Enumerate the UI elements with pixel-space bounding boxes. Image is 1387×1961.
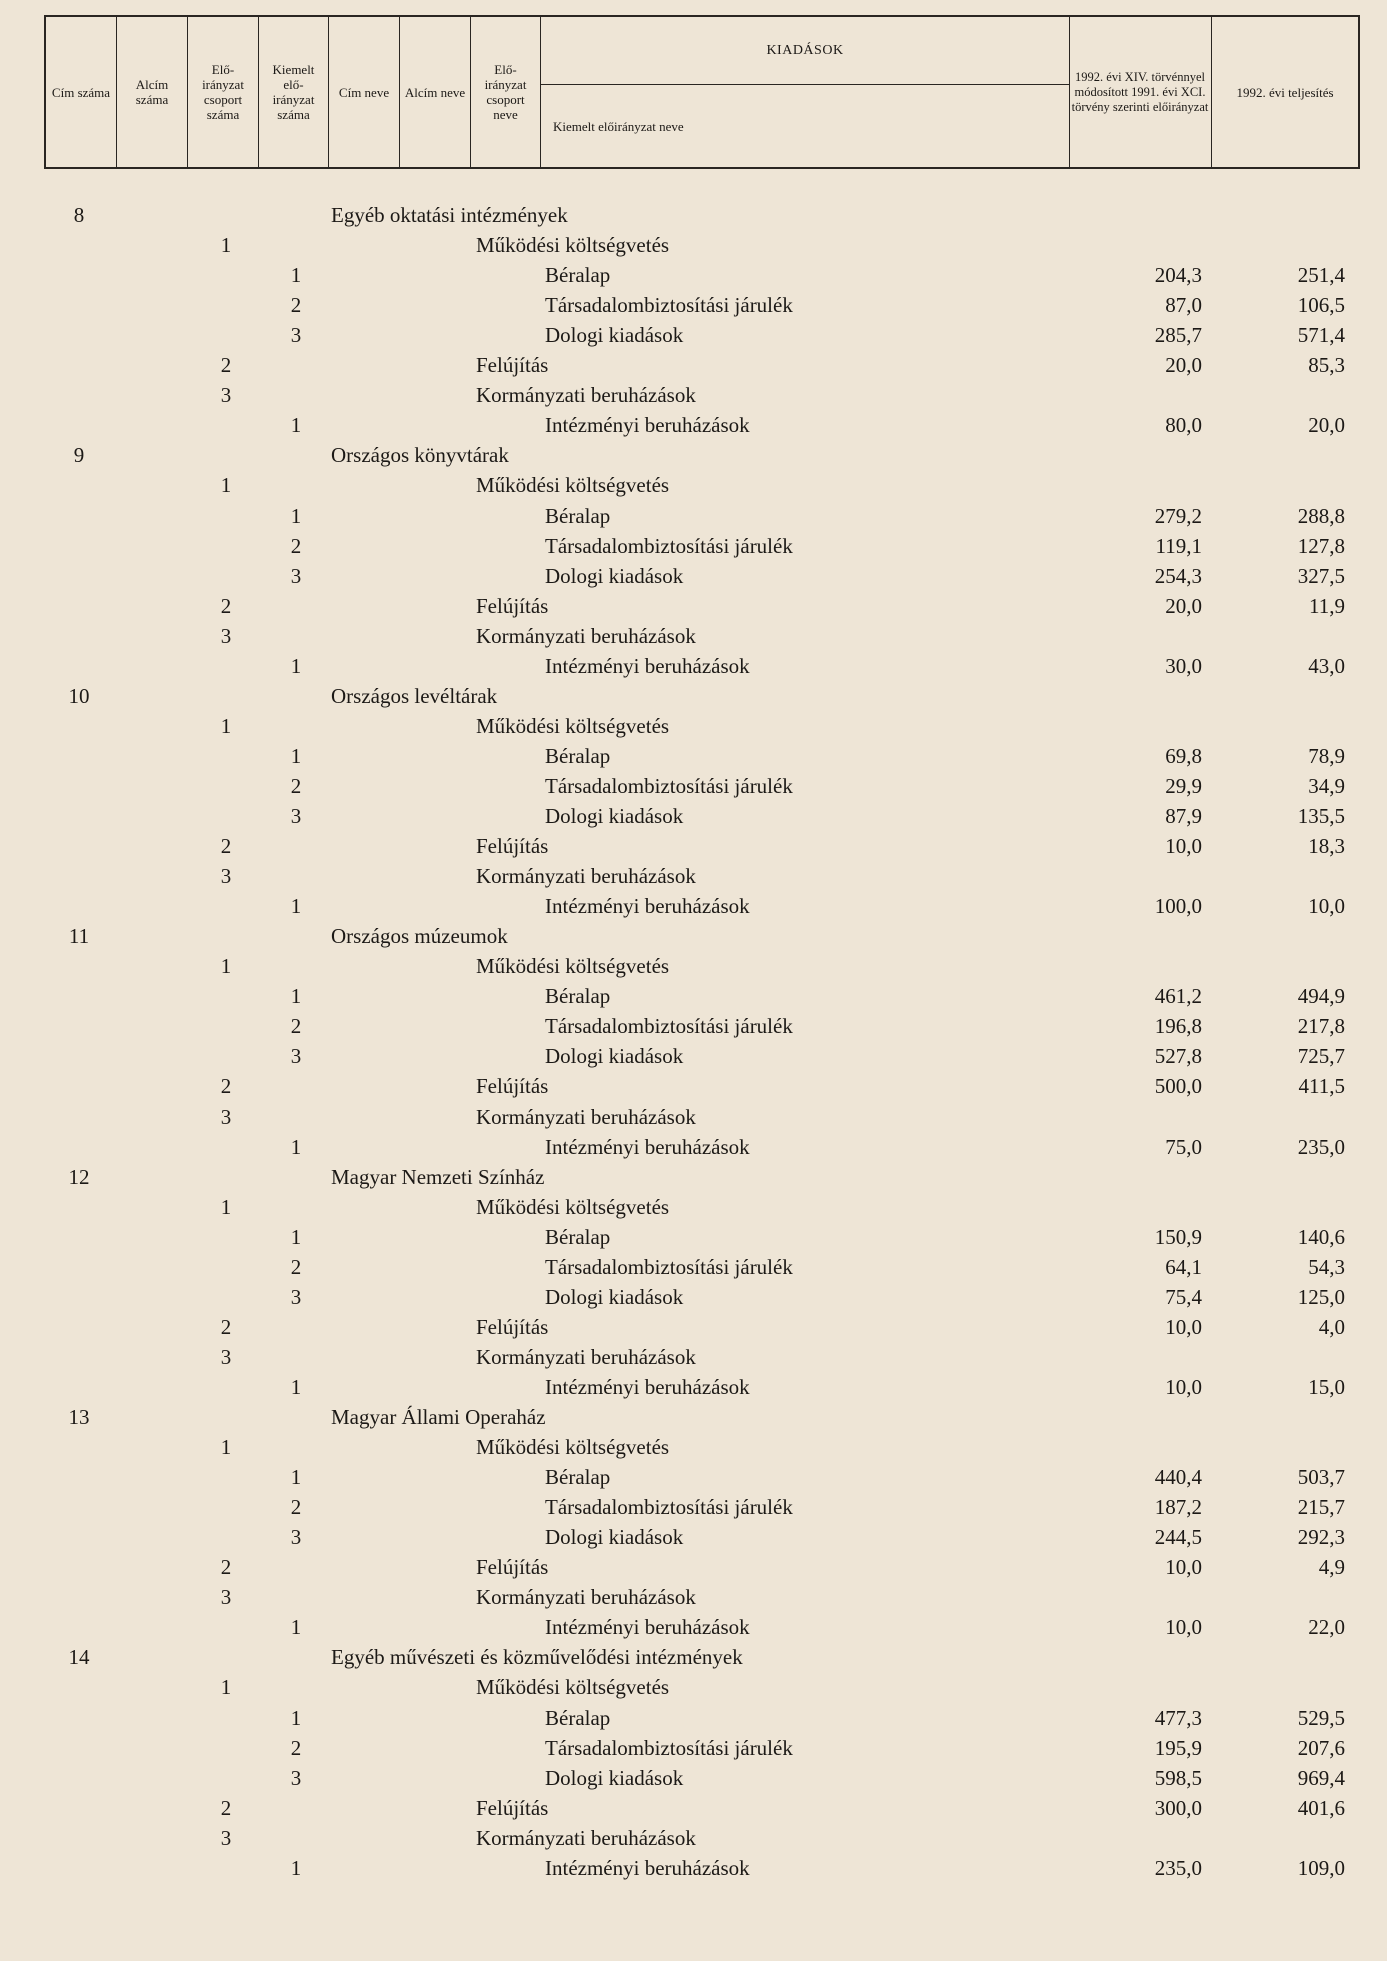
row-label: Felújítás: [476, 1074, 549, 1099]
row-label: Működési költségvetés: [476, 1194, 670, 1219]
row-teljesites-value: 503,7: [1297, 1465, 1345, 1490]
table-row: [0, 1642, 1387, 1672]
row-number: 1: [220, 713, 232, 738]
row-teljesites-value: 725,7: [1297, 1044, 1345, 1069]
row-teljesites-value: 207,6: [1297, 1735, 1345, 1760]
row-teljesites-value: 4,9: [1318, 1555, 1345, 1580]
row-label: Felújítás: [476, 353, 549, 378]
row-eloiranyzat-value: 64,1: [1165, 1254, 1202, 1279]
table-row: [0, 621, 1387, 651]
row-label: Béralap: [545, 503, 611, 528]
row-eloiranyzat-value: 80,0: [1165, 413, 1202, 438]
row-teljesites-value: 494,9: [1297, 984, 1345, 1009]
table-row: [0, 1342, 1387, 1372]
row-teljesites-value: 135,5: [1297, 804, 1345, 828]
table-row: [0, 1192, 1387, 1222]
table-row: [0, 801, 1387, 831]
row-label: Intézményi beruházások: [545, 1615, 750, 1640]
row-number: 1: [220, 954, 232, 979]
row-eloiranyzat-value: 279,2: [1154, 503, 1202, 528]
row-teljesites-value: 78,9: [1308, 743, 1345, 768]
table-row: [0, 771, 1387, 801]
table-row: [0, 1552, 1387, 1582]
row-label: Magyar Nemzeti Színház: [331, 1164, 545, 1189]
row-eloiranyzat-value: 20,0: [1165, 593, 1202, 618]
row-number: 3: [290, 563, 302, 588]
header-kiemelt-eloiranyzat-neve: Kiemelt előirányzat neve: [553, 119, 684, 134]
table-row: [0, 1492, 1387, 1522]
table-row: [0, 1582, 1387, 1612]
row-number: 1: [220, 473, 232, 498]
row-label: Felújítás: [476, 834, 549, 859]
table-row: [0, 1222, 1387, 1252]
table-row: [0, 200, 1387, 230]
row-number: 3: [290, 1284, 302, 1309]
row-teljesites-value: 4,0: [1318, 1314, 1345, 1339]
table-row: [0, 1612, 1387, 1642]
table-row: [0, 921, 1387, 951]
row-number: 12: [68, 1164, 90, 1189]
table-row: [0, 230, 1387, 260]
table-row: [0, 861, 1387, 891]
row-teljesites-value: 15,0: [1308, 1374, 1345, 1399]
row-number: 2: [290, 773, 302, 798]
header-alcim-neve: Alcím neve: [400, 17, 471, 167]
row-label: Felújítás: [476, 1555, 549, 1580]
table-row: [0, 440, 1387, 470]
row-teljesites-value: 140,6: [1297, 1224, 1345, 1249]
row-number: 1: [290, 1465, 302, 1490]
row-label: Működési költségvetés: [476, 1675, 670, 1700]
row-label: Működési költségvetés: [476, 1435, 670, 1460]
row-label: Dologi kiadások: [545, 1765, 684, 1790]
table-row: [0, 1041, 1387, 1071]
row-teljesites-value: 10,0: [1308, 894, 1345, 919]
row-label: Intézményi beruházások: [545, 1134, 750, 1159]
row-number: 1: [220, 1194, 232, 1219]
table-row: [0, 470, 1387, 500]
row-eloiranyzat-value: 244,5: [1154, 1525, 1202, 1550]
row-eloiranyzat-value: 598,5: [1154, 1765, 1202, 1790]
table-row: [0, 531, 1387, 561]
row-label: Kormányzati beruházások: [476, 1104, 696, 1129]
row-label: Működési költségvetés: [476, 473, 670, 498]
row-label: Országos múzeumok: [331, 924, 508, 949]
row-eloiranyzat-value: 10,0: [1165, 1615, 1202, 1640]
table-row: [0, 501, 1387, 531]
row-teljesites-value: 251,4: [1297, 263, 1345, 288]
table-row: [0, 260, 1387, 290]
row-eloiranyzat-value: 187,2: [1154, 1495, 1202, 1520]
row-number: 1: [290, 984, 302, 1009]
row-teljesites-value: 411,5: [1298, 1074, 1345, 1099]
row-eloiranyzat-value: 254,3: [1154, 563, 1202, 588]
row-label: Kormányzati beruházások: [476, 383, 696, 408]
row-number: 2: [290, 1014, 302, 1039]
row-number: 1: [220, 233, 232, 258]
row-number: 1: [290, 1705, 302, 1730]
row-label: Felújítás: [476, 593, 549, 618]
row-number: 1: [220, 1435, 232, 1460]
table-row: [0, 320, 1387, 350]
row-label: Társadalombiztosítási járulék: [545, 1495, 793, 1520]
table-row: [0, 1793, 1387, 1823]
row-number: 3: [220, 623, 232, 648]
row-label: Kormányzati beruházások: [476, 1585, 696, 1610]
row-number: 2: [290, 1495, 302, 1520]
table-row: [0, 1011, 1387, 1041]
header-kiadasok: KIADÁSOK: [541, 17, 1069, 85]
header-eloiranyzat-csoport-szama: Elő- irányzat csoport száma: [188, 17, 259, 167]
table-row: [0, 741, 1387, 771]
row-teljesites-value: 235,0: [1297, 1134, 1345, 1159]
table-row: [0, 1823, 1387, 1853]
row-number: 3: [290, 1525, 302, 1550]
row-number: 10: [68, 683, 90, 708]
row-number: 1: [290, 743, 302, 768]
table-row: [0, 1703, 1387, 1733]
row-eloiranyzat-value: 300,0: [1154, 1795, 1202, 1820]
table-row: [0, 1402, 1387, 1432]
table-row: [0, 1432, 1387, 1462]
row-teljesites-value: 22,0: [1308, 1615, 1345, 1640]
row-eloiranyzat-value: 204,3: [1154, 263, 1202, 288]
row-number: 13: [68, 1405, 90, 1429]
table-row: [0, 561, 1387, 591]
row-number: 1: [290, 263, 302, 288]
row-label: Egyéb művészeti és közművelődési intézmények: [331, 1645, 743, 1670]
row-teljesites-value: 327,5: [1297, 563, 1345, 588]
row-eloiranyzat-value: 461,2: [1154, 984, 1202, 1009]
row-label: Béralap: [545, 1705, 611, 1730]
row-eloiranyzat-value: 10,0: [1165, 834, 1202, 859]
table-header: [44, 15, 1360, 169]
row-number: 1: [290, 1855, 302, 1880]
row-label: Országos levéltárak: [331, 683, 498, 708]
row-label: Működési költségvetés: [476, 954, 670, 979]
table-row: [0, 1102, 1387, 1132]
row-eloiranyzat-value: 69,8: [1165, 743, 1202, 768]
row-label: Társadalombiztosítási járulék: [545, 533, 793, 558]
table-row: [0, 350, 1387, 380]
row-teljesites-value: 43,0: [1308, 653, 1345, 678]
header-alcim-szama: Alcím száma: [117, 17, 188, 167]
row-label: Intézményi beruházások: [545, 894, 750, 919]
row-label: Felújítás: [476, 1314, 549, 1339]
row-number: 2: [290, 1735, 302, 1760]
row-number: 3: [290, 804, 302, 828]
row-number: 1: [290, 1615, 302, 1640]
row-number: 3: [220, 1344, 232, 1369]
row-number: 3: [220, 1585, 232, 1610]
table-row: [0, 1763, 1387, 1793]
row-teljesites-value: 18,3: [1308, 834, 1345, 859]
row-label: Intézményi beruházások: [545, 1374, 750, 1399]
row-label: Intézményi beruházások: [545, 413, 750, 438]
row-eloiranyzat-value: 285,7: [1154, 323, 1202, 348]
row-label: Dologi kiadások: [545, 1284, 684, 1309]
row-number: 1: [290, 1374, 302, 1399]
row-label: Országos könyvtárak: [331, 443, 509, 468]
header-cim-szama: Cím száma: [46, 17, 117, 167]
row-label: Dologi kiadások: [545, 804, 684, 828]
row-teljesites-value: 109,0: [1297, 1855, 1345, 1880]
row-eloiranyzat-value: 10,0: [1165, 1374, 1202, 1399]
table-row: [0, 380, 1387, 410]
table-row: [0, 1132, 1387, 1162]
table-row: [0, 1372, 1387, 1402]
row-teljesites-value: 529,5: [1297, 1705, 1345, 1730]
row-eloiranyzat-value: 75,4: [1165, 1284, 1202, 1309]
row-teljesites-value: 215,7: [1297, 1495, 1345, 1520]
row-eloiranyzat-value: 100,0: [1154, 894, 1202, 919]
row-label: Dologi kiadások: [545, 1044, 684, 1069]
header-teljesites: 1992. évi teljesítés: [1236, 84, 1334, 100]
row-teljesites-value: 11,9: [1309, 593, 1345, 618]
row-teljesites-value: 85,3: [1308, 353, 1345, 378]
row-label: Kormányzati beruházások: [476, 864, 696, 889]
row-teljesites-value: 127,8: [1297, 533, 1345, 558]
row-number: 2: [220, 1314, 232, 1339]
row-number: 1: [290, 413, 302, 438]
row-number: 2: [290, 1254, 302, 1279]
row-label: Béralap: [545, 263, 611, 288]
row-number: 14: [68, 1645, 90, 1670]
row-label: Működési költségvetés: [476, 233, 670, 258]
table-row: [0, 891, 1387, 921]
row-eloiranyzat-value: 195,9: [1154, 1735, 1202, 1760]
header-eloiranyzat-csoport-neve: Elő- irányzat csoport neve: [471, 17, 541, 167]
table-row: [0, 1282, 1387, 1312]
row-number: 11: [68, 924, 90, 949]
row-eloiranyzat-value: 10,0: [1165, 1555, 1202, 1580]
row-eloiranyzat-value: 87,0: [1165, 293, 1202, 318]
row-label: Intézményi beruházások: [545, 653, 750, 678]
row-number: 2: [220, 834, 232, 859]
row-number: 2: [290, 293, 302, 318]
row-number: 1: [290, 894, 302, 919]
row-label: Kormányzati beruházások: [476, 1825, 696, 1850]
row-teljesites-value: 20,0: [1308, 413, 1345, 438]
row-number: 3: [220, 1825, 232, 1850]
row-number: 9: [73, 443, 85, 468]
table-row: [0, 1672, 1387, 1702]
row-number: 3: [220, 864, 232, 889]
row-number: 3: [290, 1765, 302, 1790]
row-number: 1: [290, 1224, 302, 1249]
table-row: [0, 290, 1387, 320]
row-eloiranyzat-value: 235,0: [1154, 1855, 1202, 1880]
row-label: Béralap: [545, 743, 611, 768]
table-row: [0, 1522, 1387, 1552]
row-eloiranyzat-value: 75,0: [1165, 1134, 1202, 1159]
table-row: [0, 1853, 1387, 1883]
row-number: 1: [220, 1675, 232, 1700]
row-teljesites-value: 125,0: [1297, 1284, 1345, 1309]
table-row: [0, 410, 1387, 440]
row-teljesites-value: 34,9: [1308, 773, 1345, 798]
table-row: [0, 1312, 1387, 1342]
row-number: 2: [290, 533, 302, 558]
row-label: Társadalombiztosítási járulék: [545, 1254, 793, 1279]
row-label: Béralap: [545, 1465, 611, 1490]
row-number: 2: [220, 593, 232, 618]
row-eloiranyzat-value: 20,0: [1165, 353, 1202, 378]
row-label: Felújítás: [476, 1795, 549, 1820]
table-row: [0, 1162, 1387, 1192]
row-eloiranyzat-value: 150,9: [1154, 1224, 1202, 1249]
row-label: Egyéb oktatási intézmények: [331, 203, 568, 227]
row-teljesites-value: 401,6: [1297, 1795, 1345, 1820]
row-number: 2: [220, 1074, 232, 1099]
row-eloiranyzat-value: 119,1: [1155, 533, 1202, 558]
table-row: [0, 1252, 1387, 1282]
row-number: 2: [220, 1795, 232, 1820]
table-row: [0, 1462, 1387, 1492]
row-label: Társadalombiztosítási járulék: [545, 293, 793, 318]
header-kiemelt-eloiranyzat-szama: Kiemelt elő- irányzat száma: [259, 17, 329, 167]
header-cim-neve: Cím neve: [329, 17, 400, 167]
row-number: 1: [290, 1134, 302, 1159]
table-row: [0, 681, 1387, 711]
table-row: [0, 651, 1387, 681]
row-number: 2: [220, 1555, 232, 1580]
row-number: 2: [220, 353, 232, 378]
row-number: 3: [220, 1104, 232, 1129]
row-teljesites-value: 54,3: [1308, 1254, 1345, 1279]
row-teljesites-value: 571,4: [1297, 323, 1345, 348]
table-row: [0, 591, 1387, 621]
row-teljesites-value: 106,5: [1297, 293, 1345, 318]
table-row: [0, 1071, 1387, 1101]
row-eloiranyzat-value: 477,3: [1154, 1705, 1202, 1730]
row-eloiranyzat-value: 30,0: [1165, 653, 1202, 678]
row-eloiranyzat-value: 87,9: [1165, 804, 1202, 828]
row-eloiranyzat-value: 10,0: [1165, 1314, 1202, 1339]
row-eloiranyzat-value: 527,8: [1154, 1044, 1202, 1069]
table-row: [0, 981, 1387, 1011]
table-row: [0, 831, 1387, 861]
row-number: 1: [290, 503, 302, 528]
row-label: Intézményi beruházások: [545, 1855, 750, 1880]
row-label: Dologi kiadások: [545, 323, 684, 348]
row-eloiranyzat-value: 29,9: [1165, 773, 1202, 798]
row-number: 3: [220, 383, 232, 408]
row-label: Magyar Állami Operaház: [331, 1405, 546, 1429]
row-teljesites-value: 288,8: [1297, 503, 1345, 528]
row-teljesites-value: 292,3: [1297, 1525, 1345, 1550]
row-label: Társadalombiztosítási járulék: [545, 1014, 793, 1039]
row-label: Dologi kiadások: [545, 563, 684, 588]
row-teljesites-value: 969,4: [1297, 1765, 1345, 1790]
row-eloiranyzat-value: 440,4: [1154, 1465, 1202, 1490]
row-teljesites-value: 217,8: [1297, 1014, 1345, 1039]
row-label: Társadalombiztosítási járulék: [545, 1735, 793, 1760]
row-label: Társadalombiztosítási járulék: [545, 773, 793, 798]
table-row: [0, 1733, 1387, 1763]
header-eloiranyzat: 1992. évi XIV. törvénnyel módosított 1991. évi XCI. törvény szerinti előirányzat: [1069, 17, 1212, 167]
row-label: Kormányzati beruházások: [476, 1344, 696, 1369]
row-label: Kormányzati beruházások: [476, 623, 696, 648]
row-label: Béralap: [545, 984, 611, 1009]
row-eloiranyzat-value: 500,0: [1154, 1074, 1202, 1099]
row-number: 1: [290, 653, 302, 678]
row-label: Béralap: [545, 1224, 611, 1249]
table-row: [0, 951, 1387, 981]
row-eloiranyzat-value: 196,8: [1154, 1014, 1202, 1039]
row-number: 3: [290, 323, 302, 348]
row-label: Dologi kiadások: [545, 1525, 684, 1550]
row-number: 3: [290, 1044, 302, 1069]
row-number: 8: [73, 203, 85, 227]
row-label: Működési költségvetés: [476, 713, 670, 738]
table-row: [0, 711, 1387, 741]
